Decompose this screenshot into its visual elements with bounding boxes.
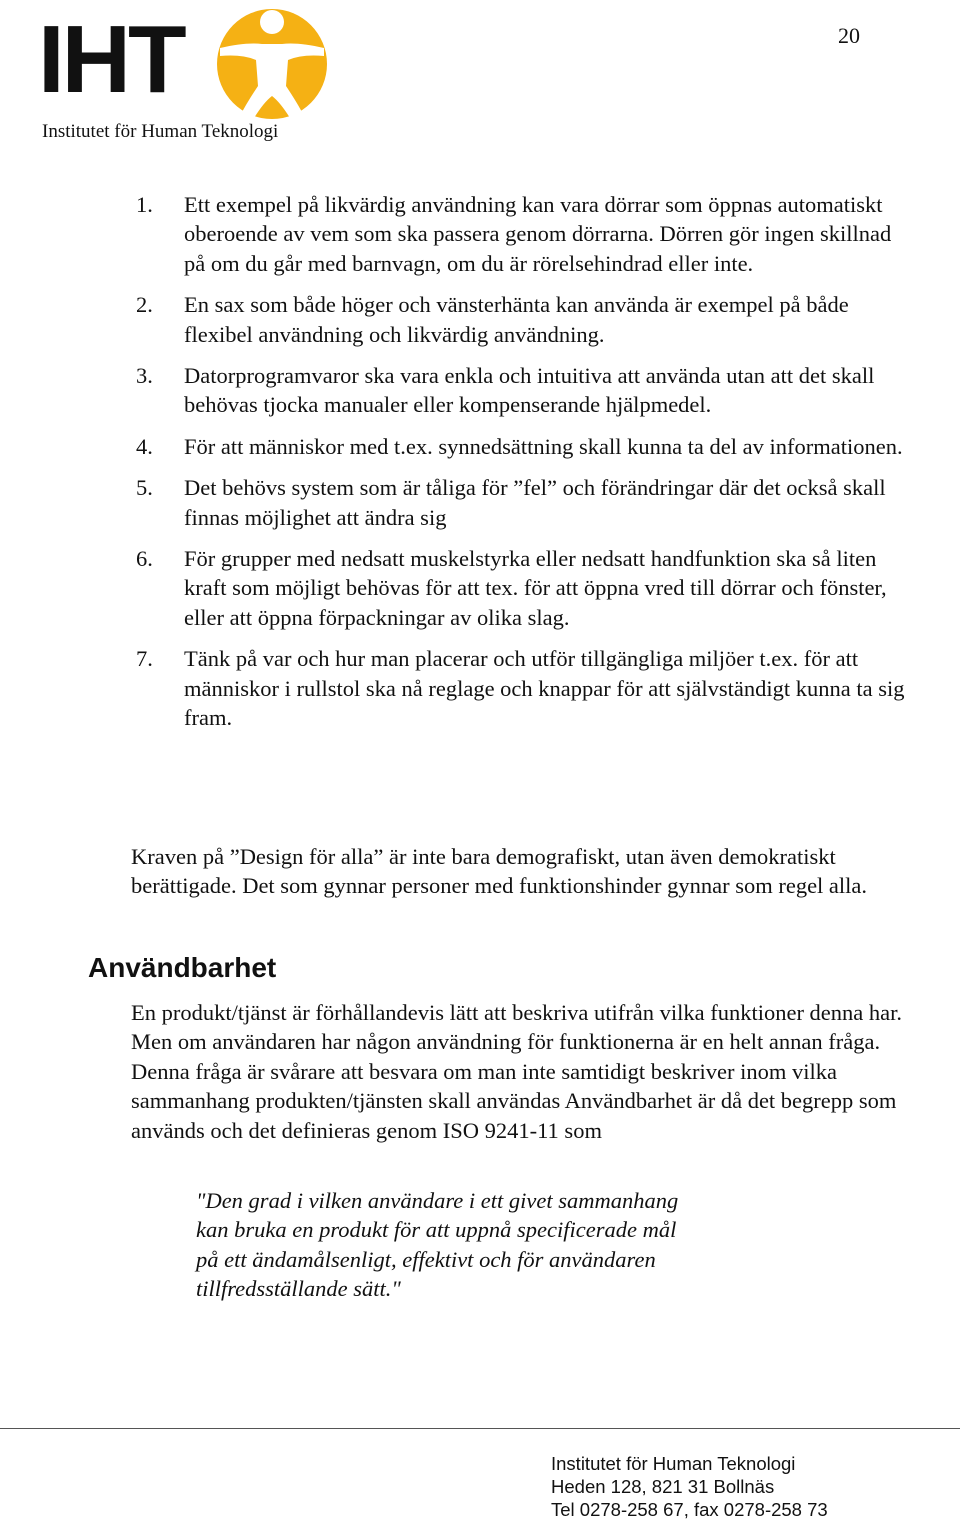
list-item-text: För att människor med t.ex. synnedsättning skall kunna ta del av informationen. bbox=[184, 433, 903, 459]
list-item bbox=[136, 473, 906, 532]
list-item-number: 2. bbox=[136, 292, 153, 318]
footer-divider bbox=[0, 1428, 960, 1429]
list-item-text: Ett exempel på likvärdig användning kan vara dörrar som öppnas automatiskt oberoende av vem som ska passera genom dörrarna. Dörren gör ingen skillnad på om du går med barnvagn, om du är rörelsehindrad eller inte. bbox=[184, 192, 892, 276]
iht-logo bbox=[34, 4, 339, 146]
list-item-text: Datorprogramvaror ska vara enkla och intuitiva att använda utan att det skall behövas tjocka manualer eller kompenserande hjälpmedel. bbox=[184, 363, 875, 418]
footer-street-address: Heden 128, 821 31 Bollnäs bbox=[551, 1476, 775, 1497]
list-item-number: 6. bbox=[136, 546, 153, 572]
list-item-text: Det behövs system som är tåliga för ”fel” och förändringar där det också skall finnas möjlighet att ändra sig bbox=[184, 475, 886, 530]
list-item bbox=[136, 644, 906, 732]
list-item bbox=[136, 432, 906, 461]
logo-wordmark: IHT bbox=[38, 6, 184, 113]
list-item-number: 7. bbox=[136, 646, 153, 672]
list-item bbox=[136, 544, 906, 632]
numbered-list bbox=[136, 190, 906, 745]
section-heading-usability: Användbarhet bbox=[88, 952, 277, 983]
list-item-number: 4. bbox=[136, 433, 153, 459]
design-for-all-paragraph: Kraven på ”Design för alla” är inte bara demografiskt, utan även demokratiskt berättigade. Det som gynnar personer med funktionshinder gynnar som regel alla. bbox=[131, 844, 868, 899]
footer-organization: Institutet för Human Teknologi bbox=[551, 1453, 796, 1474]
list-item-text: En sax som både höger och vänsterhänta kan använda är exempel på både flexibel användning och likvärdig användning. bbox=[184, 292, 849, 347]
footer-address bbox=[551, 1452, 828, 1521]
iso-definition-quote: "Den grad i vilken användare i ett givet sammanhang kan bruka en produkt för att uppnå specificerade mål på ett ändamålsenligt, effektivt och för användaren tillfredsställande sätt." bbox=[196, 1188, 679, 1302]
list-item-number: 5. bbox=[136, 475, 153, 501]
list-item bbox=[136, 361, 906, 420]
list-item bbox=[136, 190, 906, 278]
list-item-number: 3. bbox=[136, 363, 153, 389]
usability-paragraph: En produkt/tjänst är förhållandevis lätt att beskriva utifrån vilka funktioner denna har. Men om användaren har någon användning för funktionerna är en helt annan fråga. Denna fråga är svårare att besvara om man inte samtidigt beskriver inom vilka sammanhang produkten/tjänsten skall användas Användbarhet är då det begrepp som används och det definieras genom ISO 9241-11 som bbox=[131, 1000, 903, 1143]
list-item-number: 1. bbox=[136, 192, 153, 217]
list-item bbox=[136, 290, 906, 349]
list-item-text: Tänk på var och hur man placerar och utför tillgängliga miljöer t.ex. för att människor i rullstol ska nå reglage och knappar för att självständigt kunna ta sig fram. bbox=[184, 646, 905, 731]
person-figure-icon bbox=[206, 4, 338, 122]
footer-phone-fax: Tel 0278-258 67, fax 0278-258 73 bbox=[551, 1499, 828, 1520]
page-number: 20 bbox=[838, 23, 860, 48]
list-item-text: För grupper med nedsatt muskelstyrka eller nedsatt handfunktion ska så liten kraft som möjligt behövas för att tex. för att öppna vred till dörrar och fönster, eller att öppna förpackningar av olika slag. bbox=[184, 546, 887, 630]
logo-tagline: Institutet för Human Teknologi bbox=[42, 121, 279, 142]
